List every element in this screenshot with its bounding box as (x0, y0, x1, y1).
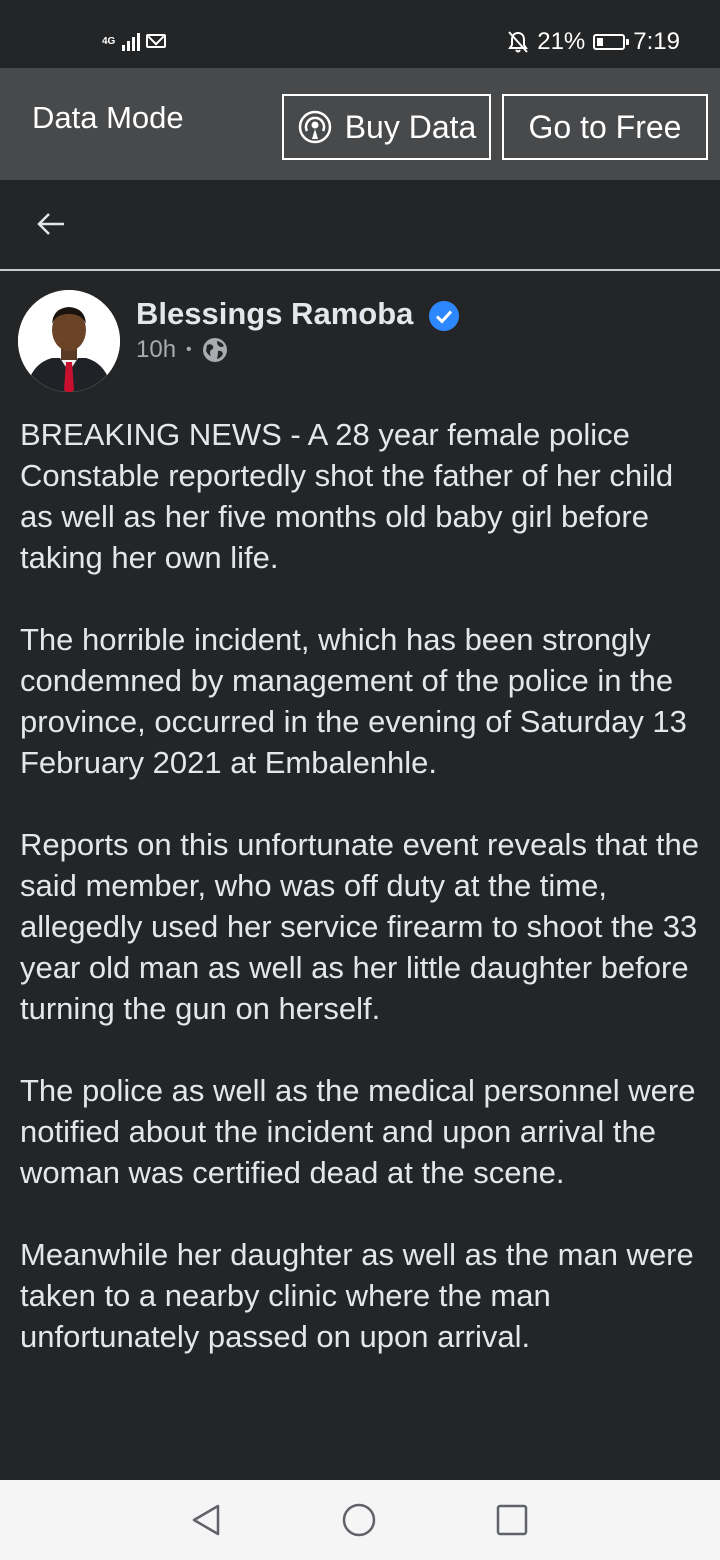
post-paragraph: The horrible incident, which has been strongly condemned by management of the police in the province, occurred in the evening of Saturday 13 February 2021 at Embalenhle. (20, 622, 687, 780)
network-label: 4G (102, 35, 116, 47)
signal-icon (122, 31, 140, 51)
status-bar (0, 0, 720, 68)
battery-icon (593, 34, 625, 50)
post-paragraph: Meanwhile her daughter as well as the man were taken to a nearby clinic where the man unfortunately passed on upon arrival. (20, 1237, 694, 1354)
post-time[interactable]: 10h (136, 336, 177, 363)
avatar[interactable] (18, 290, 120, 392)
network-type (102, 37, 115, 46)
post-paragraph: Reports on this unfortunate event reveals that the said member, who was off duty at the time, allegedly used her service firearm to shoot the 33 year old man as well as her little daughter before turning the gun on herself. (20, 827, 699, 1026)
verified-badge-icon (428, 300, 460, 332)
recents-square-icon[interactable] (494, 1502, 530, 1538)
clock: 7:19 (633, 28, 680, 55)
post-meta (136, 336, 228, 364)
post-paragraph: BREAKING NEWS - A 28 year female police Constable reportedly shot the father of her child as well as her five months old baby girl before taking her own life. (20, 417, 674, 575)
back-arrow-icon[interactable] (36, 206, 66, 242)
go-to-free-label: Go to Free (528, 108, 682, 145)
battery-percent: 21% (537, 28, 586, 55)
author-name[interactable]: Blessings Ramoba (136, 296, 414, 331)
notifications-off-icon (507, 30, 529, 54)
go-to-free-button[interactable] (502, 94, 708, 160)
globe-icon (202, 337, 228, 363)
post-body (20, 414, 710, 1398)
separator-dot: • (186, 341, 192, 358)
back-triangle-icon[interactable] (188, 1502, 224, 1538)
status-left (102, 28, 166, 54)
status-right (507, 28, 680, 56)
data-mode-label: Data Mode (32, 100, 184, 135)
divider (0, 269, 720, 271)
home-circle-icon[interactable] (341, 1502, 377, 1538)
buy-data-label: Buy Data (344, 108, 477, 145)
profile-photo (18, 290, 120, 392)
buy-data-button[interactable] (282, 94, 491, 160)
mail-icon (146, 34, 166, 48)
app-bar (0, 180, 720, 270)
broadcast-icon (297, 109, 333, 145)
system-navigation-bar (0, 1480, 720, 1560)
post-paragraph: The police as well as the medical personnel were notified about the incident and upon arrival the woman was certified dead at the scene. (20, 1073, 696, 1190)
